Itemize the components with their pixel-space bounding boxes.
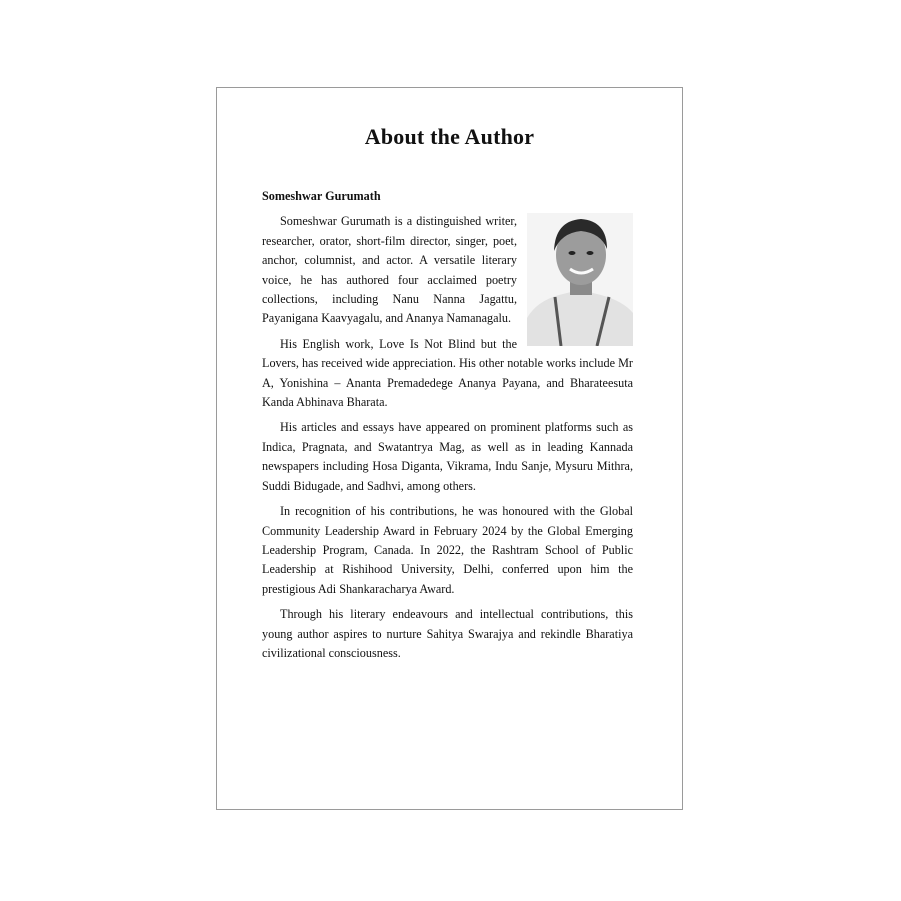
page-content <box>262 187 633 669</box>
bio-paragraph: Through his literary endeavours and intellectual contributions, this young author aspires to nurture Sahitya Swarajya and rekindle Bharatiya civilizational consciousness. <box>262 607 633 660</box>
bio-paragraph: His English work, Love Is Not Blind but the Lovers, has received wide appreciation. His other notable works include Mr A, Yonishina – Ananta Premadedege Ananya Payana, and Bharateesuta Kanda Abhinava Bharata. <box>262 336 633 410</box>
bio-paragraph: Someshwar Gurumath is a distinguished writer, researcher, orator, short-film director, singer, poet, anchor, columnist, and actor. A versatile literary voice, he has authored four acclaimed poetry collections, including Nanu Nanna Jagattu, Payanigana Kaavyagalu, and Ananya Namanagalu. <box>262 214 517 326</box>
page-title: About the Author <box>364 124 535 149</box>
author-photo <box>527 213 633 346</box>
book-page <box>216 87 683 810</box>
bio-paragraph: His articles and essays have appeared on prominent platforms such as Indica, Pragnata, and Swatantrya Mag, as well as in leading Kannada newspapers including Hosa Diganta, Vikrama, Indu Sanje, Mysuru Mithra, Suddi Bidugade, and Sadhvi, among others. <box>262 420 633 493</box>
bio-paragraph: In recognition of his contributions, he was honoured with the Global Community Leadership Award in February 2024 by the Global Emerging Leadership Program, Canada. In 2022, the Rashtram School of Public Leadership at Rishihood University, Delhi, conferred upon him the prestigious Adi Shankaracharya Award. <box>262 504 633 596</box>
author-name: Someshwar Gurumath <box>262 189 381 203</box>
